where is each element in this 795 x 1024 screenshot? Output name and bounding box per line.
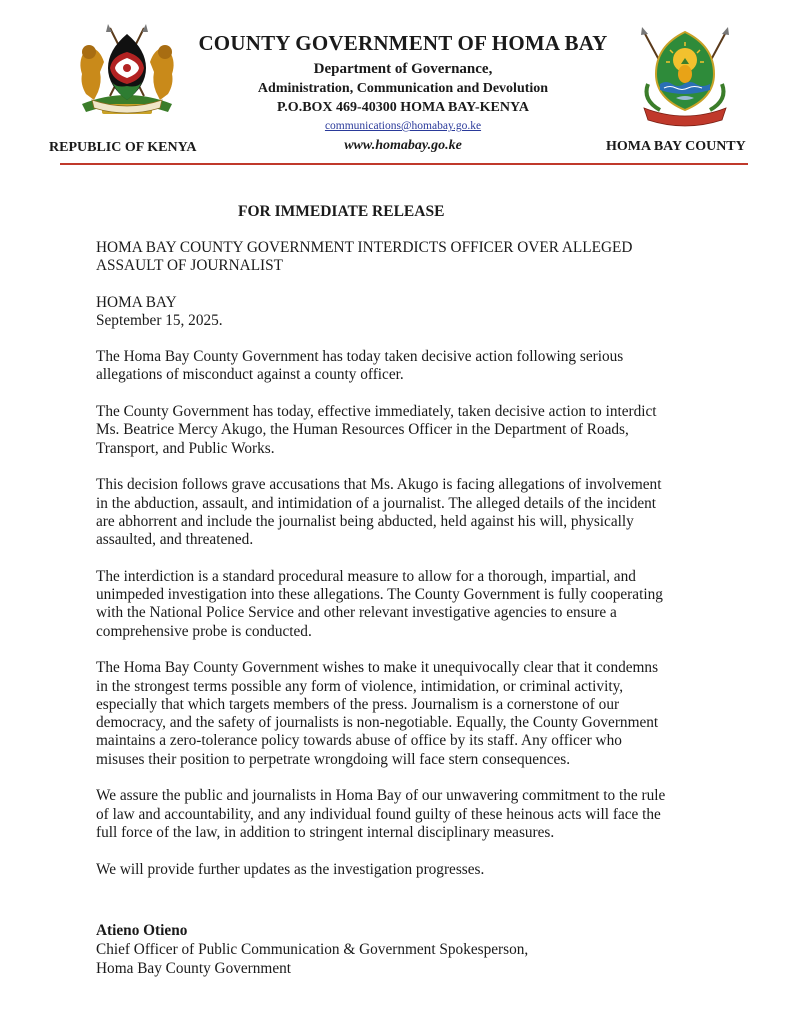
paragraph-line: maintains a zero-tolerance policy towards abuse of office by its staff. Any officer who <box>96 732 622 750</box>
paragraph-line: The County Government has today, effective immediately, taken decisive action to interdict <box>96 403 657 421</box>
body-paragraph <box>96 476 736 549</box>
paragraph-line: misuses their position to perpetrate wrongdoing will face stern consequences. <box>96 750 571 768</box>
body-paragraph <box>96 403 736 458</box>
signatory-title: Chief Officer of Public Communication & Government Spokesperson, <box>96 941 529 958</box>
body-paragraph <box>96 348 736 385</box>
letterhead-website: www.homabay.go.ke <box>344 138 462 153</box>
letterhead-department: Department of Governance, <box>313 61 493 77</box>
letterhead <box>180 30 626 155</box>
paragraph-line: in the strongest terms possible any form of violence, intimidation, or criminal activity, <box>96 677 624 695</box>
paragraph-line: This decision follows grave accusations that Ms. Akugo is facing allegations of involvement <box>96 476 662 494</box>
paragraph-line: allegations of misconduct against a county officer. <box>96 366 404 384</box>
press-release-body <box>96 239 736 897</box>
headline <box>96 239 736 276</box>
homa-bay-county-crest-icon <box>636 24 734 128</box>
paragraph-line: unimpeded investigation into these allegations. The County Government is fully cooperating <box>96 586 663 604</box>
headline-line: ASSAULT OF JOURNALIST <box>96 257 283 275</box>
paragraph-line: comprehensive probe is conducted. <box>96 622 312 640</box>
dateline-date: September 15, 2025. <box>96 311 223 329</box>
letterhead-title: COUNTY GOVERNMENT OF HOMA BAY <box>198 31 608 55</box>
body-paragraph <box>96 659 736 769</box>
paragraph-line: in the abduction, assault, and intimidation of a journalist. The alleged details of the incident <box>96 494 657 512</box>
kenya-coat-of-arms-icon <box>72 22 182 118</box>
paragraph-line: democracy, and the safety of journalists is non-negotiable. Equally, the County Government <box>96 714 659 732</box>
body-paragraph <box>96 568 736 641</box>
paragraph-line: full force of the law, in addition to stringent internal disciplinary measures. <box>96 823 555 841</box>
republic-of-kenya-label: REPUBLIC OF KENYA <box>49 140 197 155</box>
letterhead-pobox: P.O.BOX 469-40300 HOMA BAY-KENYA <box>277 100 529 115</box>
letterhead-department-line2: Administration, Communication and Devolution <box>257 81 549 96</box>
body-paragraph <box>96 861 736 879</box>
paragraph-line: We assure the public and journalists in Homa Bay of our unwavering commitment to the rule <box>96 787 666 805</box>
header-divider <box>60 163 748 165</box>
paragraphs <box>96 348 736 879</box>
paragraph-line: are abhorrent and include the journalist being abducted, held against his will, physically <box>96 512 634 530</box>
signature-block <box>96 921 528 978</box>
paragraph-line: especially that which targets members of the press. Journalism is a cornerstone of our <box>96 695 620 713</box>
paragraph-line: Ms. Beatrice Mercy Akugo, the Human Resources Officer in the Department of Roads, <box>96 421 629 439</box>
paragraph-line: We will provide further updates as the investigation progresses. <box>96 860 485 878</box>
release-label: FOR IMMEDIATE RELEASE <box>238 203 445 220</box>
signatory-organization: Homa Bay County Government <box>96 960 292 977</box>
paragraph-line: with the National Police Service and other relevant investigative agencies to ensure a <box>96 604 617 622</box>
dateline-place: HOMA BAY <box>96 293 177 311</box>
body-paragraph <box>96 787 736 842</box>
signatory-name: Atieno Otieno <box>96 922 188 939</box>
paragraph-line: of law and accountability, and any individual found guilty of these heinous acts will face the <box>96 805 661 823</box>
paragraph-line: The Homa Bay County Government wishes to make it unequivocally clear that it condemns <box>96 659 659 677</box>
homa-bay-county-label: HOMA BAY COUNTY <box>606 139 746 154</box>
paragraph-line: Transport, and Public Works. <box>96 439 275 457</box>
paragraph-line: The interdiction is a standard procedural measure to allow for a thorough, impartial, and <box>96 567 636 585</box>
paragraph-line: assaulted, and threatened. <box>96 531 254 549</box>
letterhead-email-link[interactable]: communications@homabay.go.ke <box>324 120 482 132</box>
dateline <box>96 294 736 331</box>
headline-line: HOMA BAY COUNTY GOVERNMENT INTERDICTS OFFICER OVER ALLEGED <box>96 239 633 256</box>
paragraph-line: The Homa Bay County Government has today taken decisive action following serious <box>96 348 624 366</box>
